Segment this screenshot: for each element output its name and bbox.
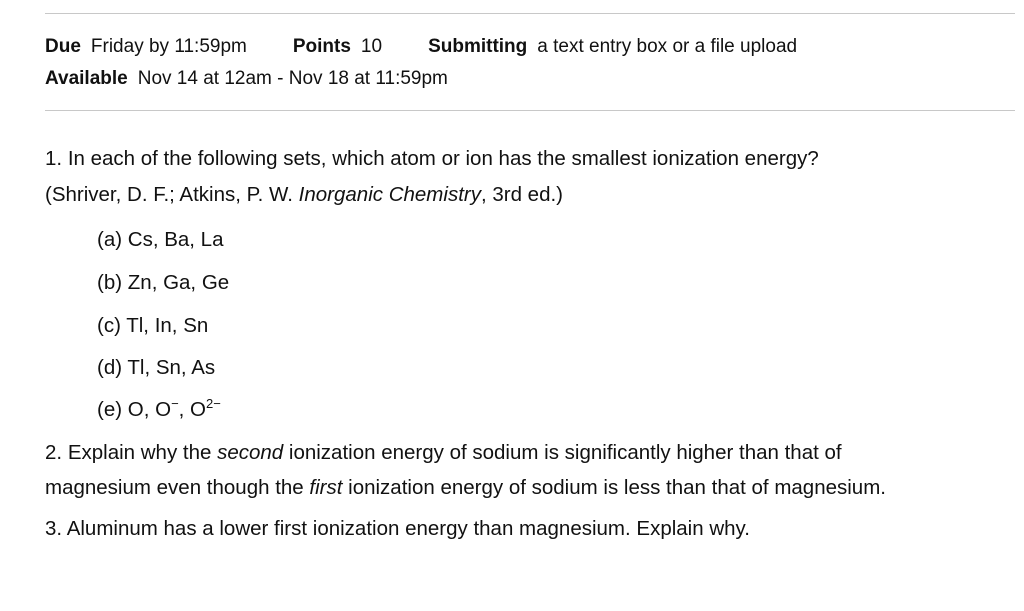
assignment-meta-row-2 <box>45 68 448 90</box>
set-b <box>97 271 229 295</box>
question-1-reference <box>45 183 563 207</box>
set-e-superscript-2: 2− <box>206 396 221 411</box>
due-label: Due <box>45 36 81 57</box>
question-3-text: Aluminum has a lower first ionization energy than magnesium. Explain why. <box>66 517 750 540</box>
question-2-part-4: ionization energy of sodium is less than that of magnesium. <box>342 476 886 499</box>
reference-authors: (Shriver, D. F.; Atkins, P. W. <box>45 183 299 206</box>
submitting-value: a text entry box or a file upload <box>537 36 798 57</box>
available-label: Available <box>45 68 128 89</box>
assignment-meta-row-1 <box>45 36 797 58</box>
points-value: 10 <box>360 36 383 57</box>
set-d <box>97 356 215 380</box>
due-value: Friday by 11:59pm <box>90 36 247 57</box>
question-2-emphasis-first: first <box>309 476 343 499</box>
question-3 <box>45 517 750 541</box>
set-e-superscript-1: − <box>171 396 179 411</box>
set-c-label: (c) <box>97 314 121 337</box>
question-1 <box>45 147 819 171</box>
set-b-label: (b) <box>97 271 123 294</box>
question-1-number: 1. <box>45 147 63 170</box>
set-e-separator: , O <box>178 398 206 421</box>
set-e-label: (e) <box>97 398 123 421</box>
question-3-number: 3. <box>45 517 63 540</box>
reference-edition: , 3rd ed.) <box>480 183 564 206</box>
points-label: Points <box>292 36 351 57</box>
set-c-items: Tl, In, Sn <box>126 314 209 337</box>
set-a-label: (a) <box>97 228 123 251</box>
set-d-label: (d) <box>97 356 123 379</box>
question-2-line-2 <box>45 476 886 500</box>
available-value: Nov 14 at 12am - Nov 18 at 11:59pm <box>137 68 448 89</box>
set-c <box>97 314 208 338</box>
bottom-divider <box>45 110 1015 111</box>
question-1-text: In each of the following sets, which atom or ion has the smallest ionization energy? <box>67 147 819 170</box>
question-2-part-1: Explain why the <box>67 441 218 464</box>
top-divider <box>45 13 1015 14</box>
question-2-emphasis-second: second <box>217 441 284 464</box>
set-e <box>97 398 221 422</box>
question-2-line-1 <box>45 441 842 465</box>
submitting-label: Submitting <box>428 36 528 57</box>
set-a-items: Cs, Ba, La <box>127 228 224 251</box>
set-d-items: Tl, Sn, As <box>127 356 216 379</box>
reference-title: Inorganic Chemistry <box>298 183 481 206</box>
set-a <box>97 228 223 252</box>
question-2-number: 2. <box>45 441 63 464</box>
question-2-part-2: ionization energy of sodium is significantly higher than that of <box>283 441 842 464</box>
set-b-items: Zn, Ga, Ge <box>127 271 230 294</box>
set-e-item1: O, O <box>127 398 172 421</box>
question-2-part-3: magnesium even though the <box>45 476 310 499</box>
